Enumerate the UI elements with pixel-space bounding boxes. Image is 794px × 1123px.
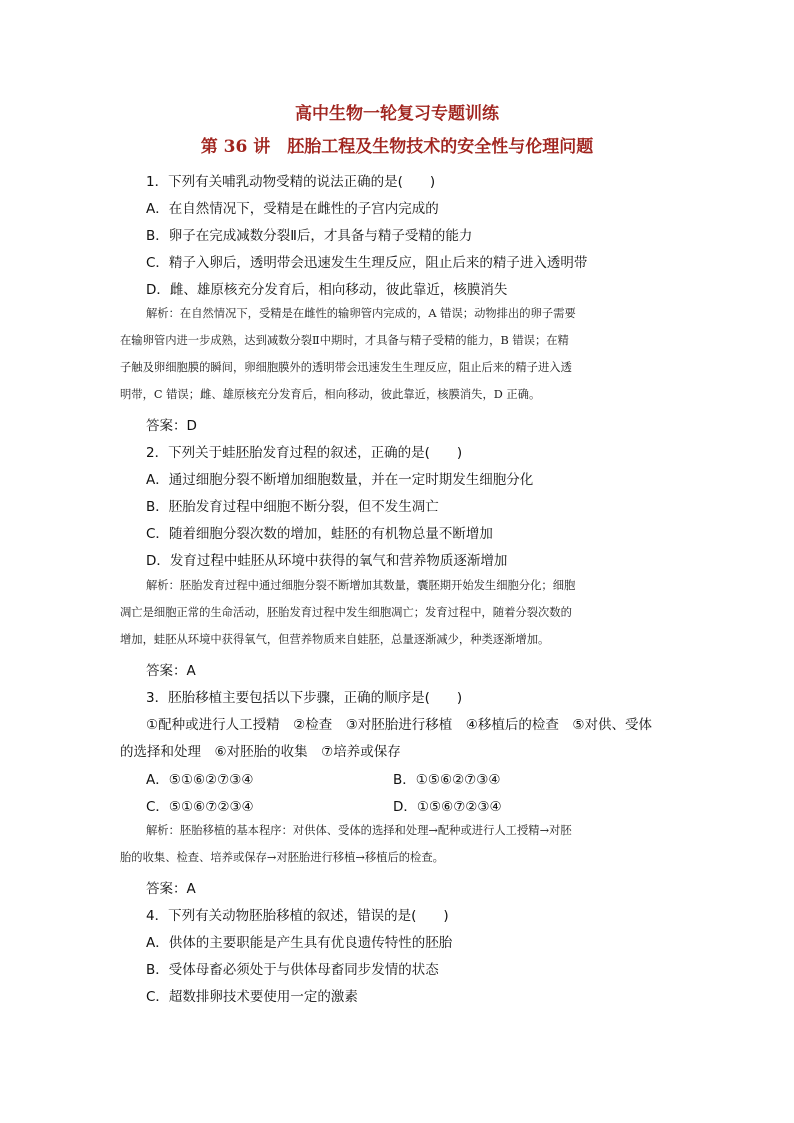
question-1-explanation-line-1: 解析：在自然情况下，受精是在雌性的输卵管内完成的，A 错误；动物排出的卵子需要 bbox=[146, 307, 576, 320]
question-2-option-d: D．发育过程中蛙胚从环境中获得的氧气和营养物质逐渐增加 bbox=[146, 553, 508, 569]
series-title: 高中生物一轮复习专题训练 bbox=[295, 104, 499, 124]
question-2-option-b: B．胚胎发育过程中细胞不断分裂，但不发生凋亡 bbox=[146, 499, 439, 515]
question-3-steps-line-2: 的选择和处理 ⑥对胚胎的收集 ⑦培养或保存 bbox=[120, 744, 401, 760]
question-3-stem: 3．胚胎移植主要包括以下步骤，正确的顺序是( ) bbox=[146, 690, 463, 706]
question-1-option-b: B．卵子在完成减数分裂Ⅱ后，才具备与精子受精的能力 bbox=[146, 228, 473, 244]
question-1-option-d: D．雌、雄原核充分发育后，相向移动，彼此靠近，核膜消失 bbox=[146, 282, 508, 298]
question-3-explanation-line-2: 胎的收集、检查、培养或保存→对胚胎进行移植→移植后的检查。 bbox=[120, 851, 444, 864]
question-2-stem: 2．下列关于蛙胚胎发育过程的叙述，正确的是( ) bbox=[146, 445, 463, 461]
question-3-option-a: A．⑤①⑥②⑦③④ bbox=[146, 772, 254, 788]
question-3-option-c: C．⑤①⑥⑦②③④ bbox=[146, 799, 254, 815]
question-1-answer: 答案：D bbox=[146, 418, 197, 434]
question-3-steps-line-1: ①配种或进行人工授精 ②检查 ③对胚胎进行移植 ④移植后的检查 ⑤对供、受体 bbox=[146, 717, 653, 733]
question-1-explanation-line-2: 在输卵管内进一步成熟，达到减数分裂Ⅱ中期时，才具备与精子受精的能力，B 错误；在精 bbox=[120, 334, 569, 347]
question-2-option-c: C．随着细胞分裂次数的增加，蛙胚的有机物总量不断增加 bbox=[146, 526, 493, 542]
question-1-option-a: A．在自然情况下，受精是在雌性的子宫内完成的 bbox=[146, 201, 439, 217]
question-4-option-a: A．供体的主要职能是产生具有优良遗传特性的胚胎 bbox=[146, 935, 453, 951]
question-2-option-a: A．通过细胞分裂不断增加细胞数量，并在一定时期发生细胞分化 bbox=[146, 472, 534, 488]
question-3-answer: 答案：A bbox=[146, 881, 196, 897]
question-4-stem: 4．下列有关动物胚胎移植的叙述，错误的是( ) bbox=[146, 908, 449, 924]
question-3-explanation-line-1: 解析：胚胎移植的基本程序：对供体、受体的选择和处理→配种或进行人工授精→对胚 bbox=[146, 824, 572, 837]
question-1-explanation-line-4: 明带，C 错误；雌、雄原核充分发育后，相向移动，彼此靠近，核膜消失，D 正确。 bbox=[120, 388, 541, 401]
question-2-explanation-line-3: 增加，蛙胚从环境中获得氧气，但营养物质来自蛙胚，总量逐渐减少，种类逐渐增加。 bbox=[120, 633, 550, 646]
question-3-option-d: D．①⑤⑥⑦②③④ bbox=[393, 799, 502, 815]
question-4-option-b: B．受体母畜必须处于与供体母畜同步发情的状态 bbox=[146, 962, 439, 978]
question-3-option-b: B．①⑤⑥②⑦③④ bbox=[393, 772, 501, 788]
question-4-option-c: C．超数排卵技术要使用一定的激素 bbox=[146, 989, 358, 1005]
question-1-stem: 1．下列有关哺乳动物受精的说法正确的是( ) bbox=[146, 174, 436, 190]
question-2-answer: 答案：A bbox=[146, 663, 196, 679]
question-2-explanation-line-2: 凋亡是细胞正常的生命活动，胚胎发育过程中发生细胞凋亡；发育过程中，随着分裂次数的 bbox=[120, 606, 572, 619]
question-1-option-c: C．精子入卵后，透明带会迅速发生生理反应，阻止后来的精子进入透明带 bbox=[146, 255, 588, 271]
lecture-title: 第 36 讲 胚胎工程及生物技术的安全性与伦理问题 bbox=[200, 137, 594, 157]
question-2-explanation-line-1: 解析：胚胎发育过程中通过细胞分裂不断增加其数量，囊胚期开始发生细胞分化；细胞 bbox=[146, 579, 576, 592]
question-1-explanation-line-3: 子触及卵细胞膜的瞬间，卵细胞膜外的透明带会迅速发生生理反应，阻止后来的精子进入透 bbox=[120, 361, 572, 374]
